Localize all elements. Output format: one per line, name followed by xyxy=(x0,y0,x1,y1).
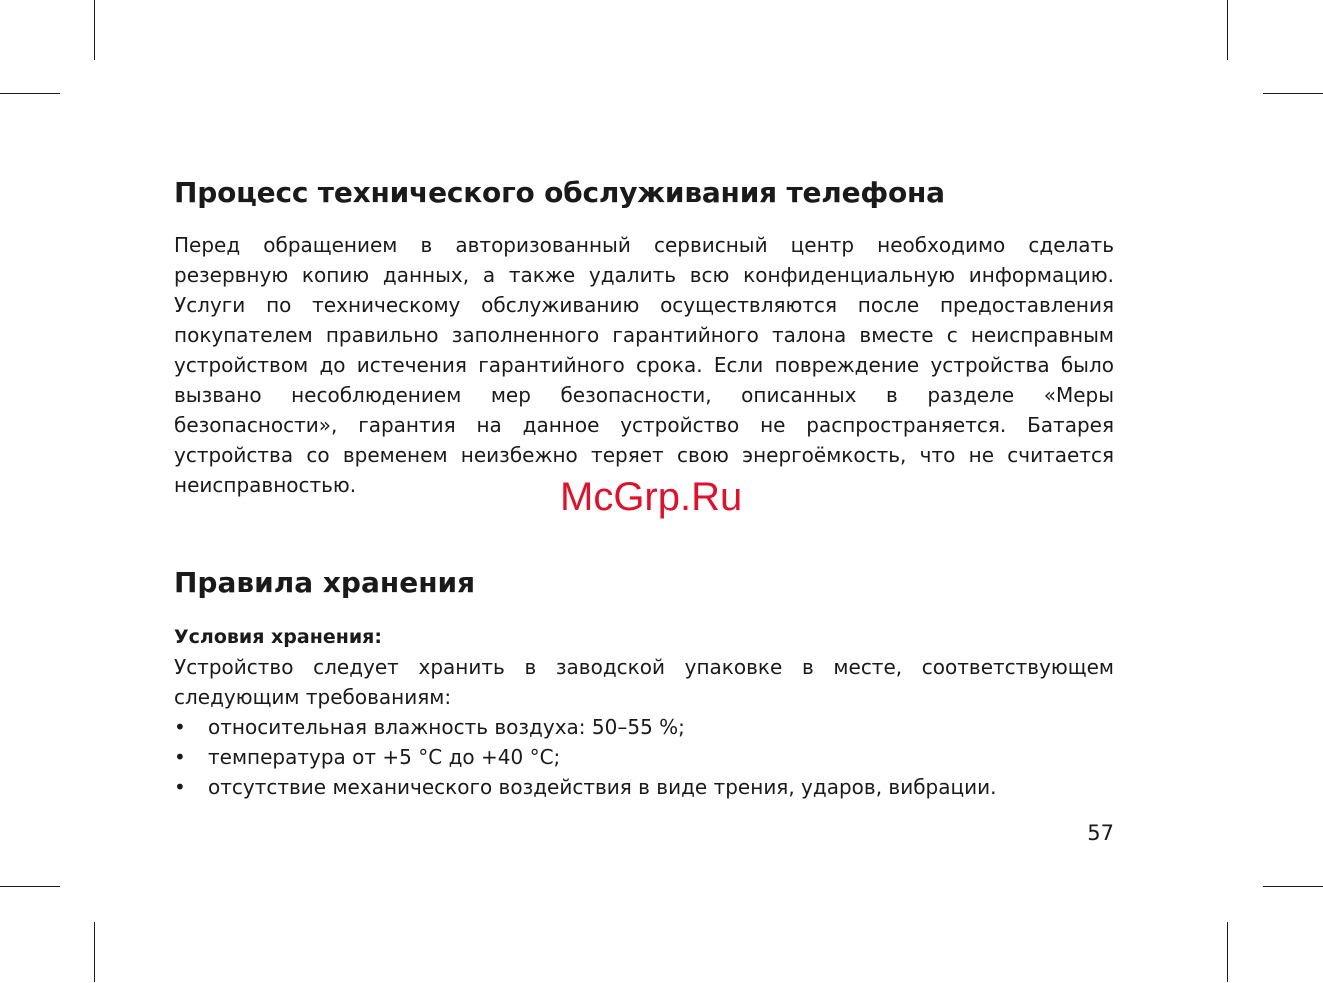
maintenance-section xyxy=(174,170,1114,500)
list-item-text: отсутствие механического воздействия в виде трения, ударов, вибрации. xyxy=(208,775,997,799)
storage-section xyxy=(174,560,1114,802)
list-item-text: температура от +5 °C до +40 °C; xyxy=(208,745,561,769)
list-item-text: относительная влажность воздуха: 50–55 %; xyxy=(208,715,685,739)
list-item xyxy=(174,742,1114,772)
crop-mark-bottom-right-vertical xyxy=(1227,922,1228,982)
crop-mark-bottom-left-vertical xyxy=(94,922,95,982)
bullet-icon: • xyxy=(174,775,186,799)
list-item xyxy=(174,772,1114,802)
crop-mark-bottom-right-horizontal xyxy=(1263,886,1323,887)
storage-title: Правила хранения xyxy=(174,566,476,599)
page-number: 57 xyxy=(1087,821,1114,845)
storage-conditions-subtitle: Условия хранения: xyxy=(174,626,382,648)
storage-intro: Устройство следует хранить в заводской упаковке в месте, соответствующем следующим требованиям: xyxy=(174,655,1114,709)
crop-mark-top-left-horizontal xyxy=(0,93,60,94)
bullet-icon: • xyxy=(174,715,186,739)
crop-mark-bottom-left-horizontal xyxy=(0,886,60,887)
crop-mark-top-right-vertical xyxy=(1227,0,1228,60)
maintenance-paragraph: Перед обращением в авторизованный сервисный центр необходимо сделать резервную копию данных, а также удалить всю конфиденциальную информацию. Услуги по техническому обслуживанию осуществляются после предоставления покупателем правильно заполненного гарантийного талона вместе с неисправным устройством до истечения гарантийного срока. Если повреждение устройства было вызвано несоблюдением мер безопасности, описанных в разделе «Меры безопасности», гарантия на данное устройство не распространяется. Батарея устройства со временем неизбежно теряет свою энергоёмкость, что не считается неисправностью. xyxy=(174,233,1114,497)
watermark: McGrp.Ru xyxy=(560,475,743,519)
list-item xyxy=(174,712,1114,742)
crop-mark-top-right-horizontal xyxy=(1263,93,1323,94)
crop-mark-top-left-vertical xyxy=(94,0,95,60)
maintenance-title: Процесс технического обслуживания телефона xyxy=(174,176,945,209)
storage-requirements-list xyxy=(174,712,1114,802)
bullet-icon: • xyxy=(174,745,186,769)
